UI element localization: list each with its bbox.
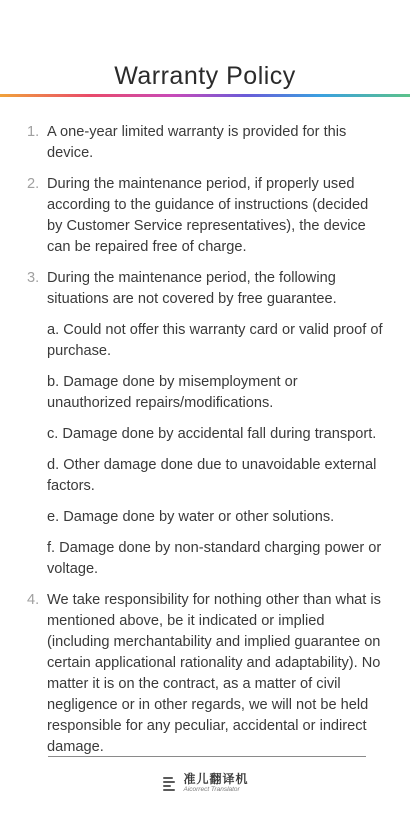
list-item: [27, 122, 383, 164]
item-number: 4.: [27, 592, 40, 608]
item-text: We take responsibility for nothing other than what is mentioned above, be it indicated or implied (including merchantability and implied guarantee on certain applicational rationality and adaptability). No matter it is on the contract, as a matter of civil negligence or in other regards, we will not be held responsible for any peculiar, accidental or indirect damage.: [47, 592, 381, 755]
sub-item: f. Damage done by non-standard charging power or voltage.: [47, 540, 382, 577]
title-gradient-bar: [0, 94, 410, 97]
warranty-list: [27, 122, 383, 768]
list-item: [27, 590, 383, 758]
brand-name-cn: 准儿翻译机: [183, 771, 249, 786]
list-item: [27, 174, 383, 258]
item-number: 3.: [27, 270, 40, 286]
footer-divider: [48, 756, 366, 757]
list-item: [27, 268, 383, 580]
brand-logo-icon: [161, 775, 177, 791]
item-text: During the maintenance period, if properly used according to the guidance of instructions (decided by Customer Service representatives), the device can be repaired free of charge.: [47, 176, 369, 255]
sub-item: e. Damage done by water or other solutions.: [47, 509, 335, 525]
sub-item: c. Damage done by accidental fall during transport.: [47, 426, 377, 442]
sub-item: a. Could not offer this warranty card or valid proof of purchase.: [47, 322, 383, 359]
sub-item: b. Damage done by misemployment or unauthorized repairs/modifications.: [47, 374, 298, 411]
brand-footer: [0, 770, 410, 796]
item-text: A one-year limited warranty is provided for this device.: [47, 124, 347, 161]
item-text: During the maintenance period, the following situations are not covered by free guarantee.: [47, 270, 337, 307]
item-number: 2.: [27, 176, 40, 192]
brand-name-en: Aicorrect Translator: [183, 785, 240, 793]
brand-text: [183, 773, 248, 794]
item-number: 1.: [27, 124, 40, 140]
sub-item: d. Other damage done due to unavoidable external factors.: [47, 457, 377, 494]
page-title: Warranty Policy: [114, 62, 296, 90]
